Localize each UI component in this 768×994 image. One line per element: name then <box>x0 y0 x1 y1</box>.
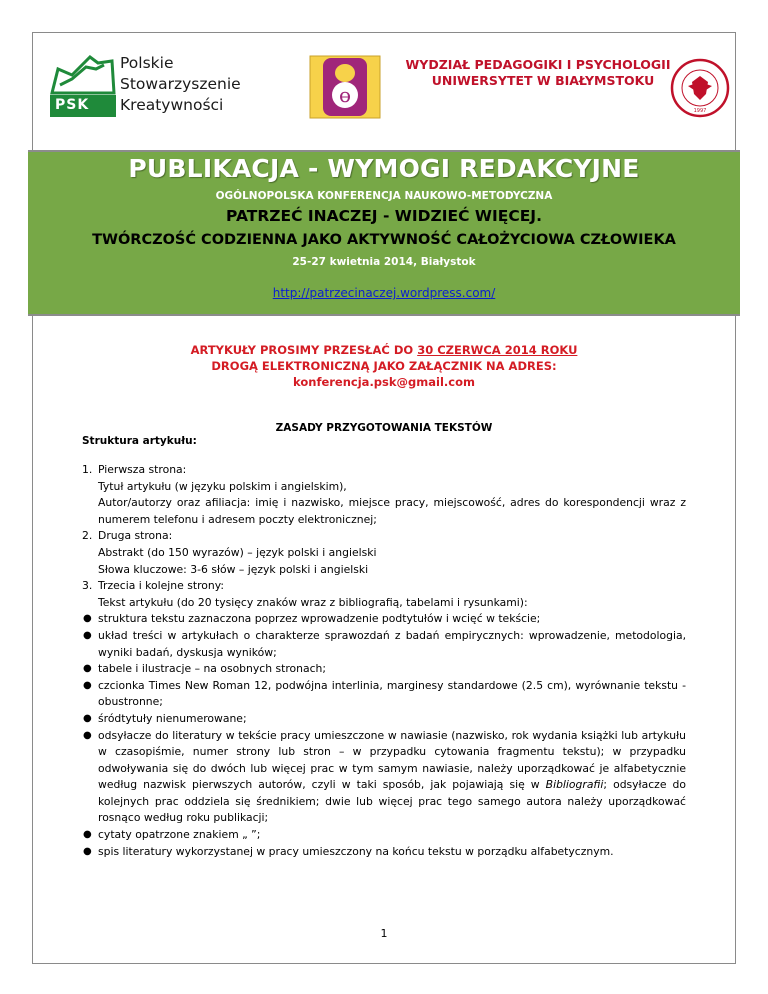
bullet-item <box>82 628 686 661</box>
bullet-text-part: odsyłacze do literatury w tekście pracy umieszczone w nawiasie (nazwisko, rok wydania książki lub artykułu w czasopiśmie, numer strony lub stron – w przypadku cytowania fragmentu tekstu); w przypadku odwoływania się do dwóch lub więcej prac w tym samym nawiasie, należy uporządkować je alfabetycznie według nazwisk pierwszych autorów, czyli w taki sposób, jak pojawiają się w <box>98 728 686 792</box>
psk-name <box>120 53 241 116</box>
list-item <box>82 528 686 578</box>
list-line: Słowa kluczowe: 3-6 słów – język polski i angielski <box>98 562 369 576</box>
conference-title-line2: TWÓRCZOŚĆ CODZIENNA JAKO AKTYWNOŚĆ CAŁOŻYCIOWA CZŁOWIEKA <box>92 232 676 248</box>
submission-email-link[interactable]: konferencja.psk@gmail.com <box>293 375 475 389</box>
structure-label: Struktura artykułu: <box>82 435 197 447</box>
bullet-item <box>82 661 686 678</box>
bullet-icon: ● <box>83 613 92 625</box>
bullet-icon: ● <box>83 712 92 724</box>
list-line: Druga strona: <box>98 529 173 543</box>
bullet-icon: ● <box>83 679 92 691</box>
submission-deadline <box>0 342 768 359</box>
university-seal-icon <box>670 58 730 118</box>
rules-heading: ZASADY PRZYGOTOWANIA TEKSTÓW <box>275 422 493 434</box>
svg-text:1997: 1997 <box>693 108 707 114</box>
list-line: Tytuł artykułu (w języku polskim i angielskim), <box>98 479 347 493</box>
psk-name-line3: Kreatywności <box>120 96 224 114</box>
bullet-icon: ● <box>83 629 92 641</box>
page-title: PUBLIKACJA - WYMOGI REDAKCYJNE <box>128 154 640 183</box>
list-line: Trzecia i kolejne strony: <box>98 579 224 593</box>
bullet-text: śródtytuły nienumerowane; <box>98 711 247 725</box>
bibliography-term: Bibliografii <box>545 778 604 792</box>
conference-url-link[interactable]: http://patrzecinaczej.wordpress.com/ <box>272 286 496 300</box>
bullet-icon: ● <box>83 729 92 741</box>
faculty-line2: UNIWERSYTET W BIAŁYMSTOKU <box>431 73 655 88</box>
faculty-line1: WYDZIAŁ PEDAGOGIKI I PSYCHOLOGII <box>405 57 671 72</box>
bullet-item <box>82 827 686 844</box>
conference-title-line1: PATRZEĆ INACZEJ - WIDZIEĆ WIĘCEJ. <box>226 207 542 225</box>
psk-abbr: PSK <box>55 97 90 113</box>
list-number: 3. <box>82 579 93 593</box>
list-line: Autor/autorzy oraz afiliacja: imię i nazwisko, miejsce pracy, miejscowość, adres do korespondencji wraz z numerem telefonu i adresem poczty elektronicznej; <box>98 496 686 526</box>
bullet-text-part: ; odsyłacze do kolejnych prac oddziela się średnikiem; dwie lub więcej prac tego samego autora należy uporządkować rosnąco według roku publikacji; <box>98 778 686 825</box>
submission-method: DROGĄ ELEKTRONICZNĄ JAKO ZAŁĄCZNIK NA ADRES: <box>211 359 557 373</box>
bullet-text: cytaty opatrzone znakiem „ ”; <box>98 828 261 842</box>
psk-name-line1: Polskie <box>120 54 174 72</box>
page-number: 1 <box>380 927 388 940</box>
svg-text:ɵ: ɵ <box>338 83 352 107</box>
psk-name-line2: Stowarzyszenie <box>120 75 241 93</box>
bullet-text: układ treści w artykułach o charakterze sprawozdań z badań empirycznych: wprowadzenie, metodologia, wyniki badań, dyskusja wyników; <box>98 628 686 659</box>
list-line: Tekst artykułu (do 20 tysięcy znaków wraz z bibliografią, tabelami i rysunkami): <box>98 595 528 609</box>
bullet-text: struktura tekstu zaznaczona poprzez wprowadzenie podtytułów i wcięć w tekście; <box>98 612 541 626</box>
bullet-icon: ● <box>83 845 92 857</box>
bullet-item <box>82 678 686 711</box>
bullet-icon: ● <box>83 663 92 675</box>
deadline-date: 30 CZERWCA 2014 ROKU <box>417 343 578 357</box>
bullet-icon: ● <box>83 829 92 841</box>
list-line: Abstrakt (do 150 wyrazów) – język polski i angielski <box>98 545 377 559</box>
list-number: 1. <box>82 463 93 476</box>
conference-type: OGÓLNOPOLSKA KONFERENCJA NAUKOWO-METODYCZNA <box>215 190 553 202</box>
list-item <box>82 462 686 528</box>
bullet-item <box>82 844 686 861</box>
bullet-text <box>98 729 686 825</box>
bullet-item <box>82 611 686 628</box>
rules-content <box>82 462 686 860</box>
bullet-item <box>82 711 686 728</box>
faculty-heading <box>398 57 678 89</box>
deadline-prefix: ARTYKUŁY PROSIMY PRZESŁAĆ DO <box>190 343 418 357</box>
bullet-item <box>82 728 686 828</box>
bullet-text: tabele i ilustracje – na osobnych stronach; <box>98 662 327 676</box>
list-number: 2. <box>82 529 93 543</box>
list-line: Pierwsza strona: <box>98 463 187 476</box>
conference-dates: 25-27 kwietnia 2014, Białystok <box>292 256 476 268</box>
faculty-logo <box>309 55 381 119</box>
bullet-text: spis literatury wykorzystanej w pracy umieszczony na końcu tekstu w porządku alfabetycznym. <box>98 844 614 858</box>
list-item <box>82 578 686 611</box>
bullet-text: czcionka Times New Roman 12, podwójna interlinia, marginesy standardowe (2.5 cm), wyrównanie tekstu - obustronne; <box>98 678 686 709</box>
